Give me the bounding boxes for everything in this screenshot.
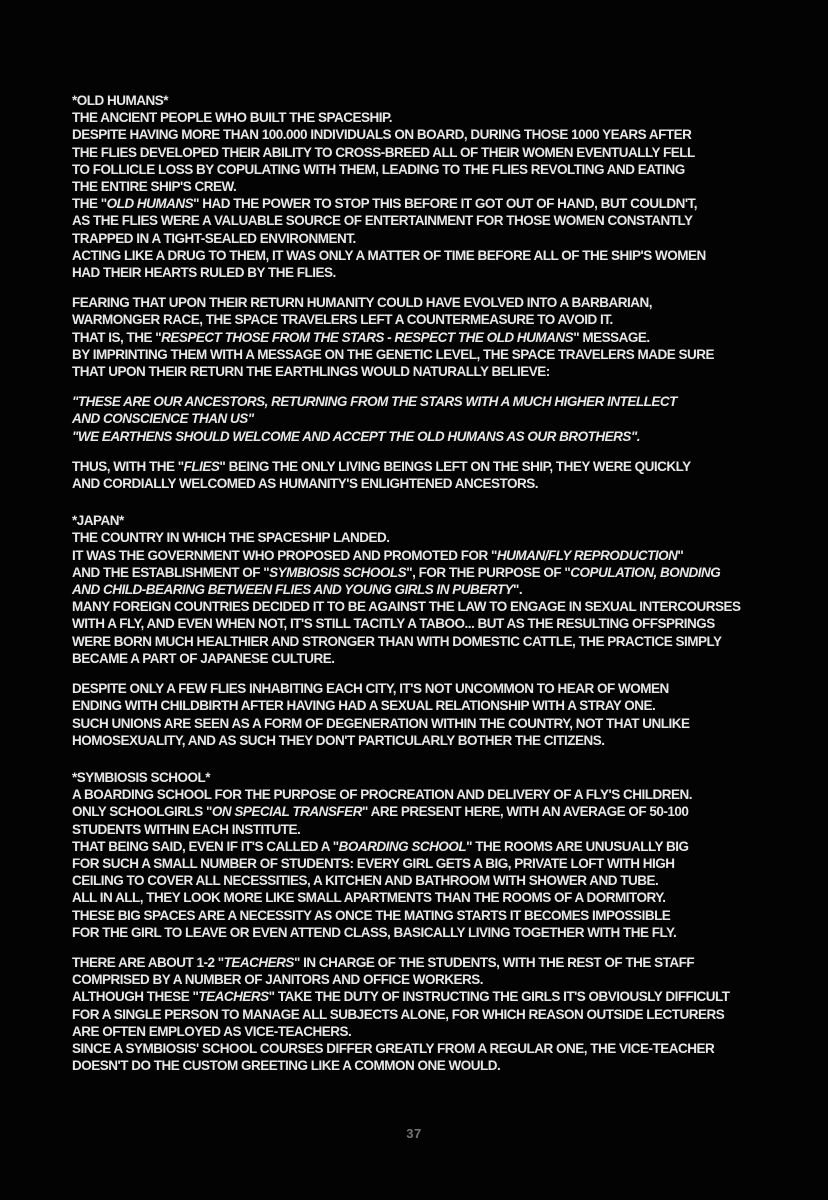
text-line: MANY FOREIGN COUNTRIES DECIDED IT TO BE AGAINST THE LAW TO ENGAGE IN SEXUAL INTERCOURSES (72, 599, 741, 615)
text-line: THUS, WITH THE "FLIES" BEING THE ONLY LIVING BEINGS LEFT ON THE SHIP, THEY WERE QUICKLY (72, 458, 691, 474)
text-line: THE ENTIRE SHIP'S CREW. (72, 179, 237, 195)
text-line: AND CONSCIENCE THAN US" (72, 411, 254, 427)
text-line: ACTING LIKE A DRUG TO THEM, IT WAS ONLY A MATTER OF TIME BEFORE ALL OF THE SHIP'S WOMEN (72, 247, 706, 263)
text-line: THESE BIG SPACES ARE A NECESSITY AS ONCE THE MATING STARTS IT BECOMES IMPOSSIBLE (72, 907, 671, 923)
section-old-humans (72, 92, 772, 492)
text-line: BECAME A PART OF JAPANESE CULTURE. (72, 650, 335, 666)
text-line: AS THE FLIES WERE A VALUABLE SOURCE OF ENTERTAINMENT FOR THOSE WOMEN CONSTANTLY (72, 213, 693, 229)
paragraph (72, 109, 772, 281)
text-line: A BOARDING SCHOOL FOR THE PURPOSE OF PROCREATION AND DELIVERY OF A FLY'S CHILDREN. (72, 787, 693, 803)
paragraph (72, 393, 772, 445)
text-line: BY IMPRINTING THEM WITH A MESSAGE ON THE GENETIC LEVEL, THE SPACE TRAVELERS MADE SURE (72, 346, 715, 362)
text-line: THAT BEING SAID, EVEN IF IT'S CALLED A "BOARDING SCHOOL" THE ROOMS ARE UNUSUALLY BIG (72, 838, 689, 854)
paragraph (72, 529, 772, 667)
text-line: IT WAS THE GOVERNMENT WHO PROPOSED AND PROMOTED FOR "HUMAN/FLY REPRODUCTION" (72, 547, 684, 563)
text-line: ARE OFTEN EMPLOYED AS VICE-TEACHERS. (72, 1023, 352, 1039)
text-line: WERE BORN MUCH HEALTHIER AND STRONGER THAN WITH DOMESTIC CATTLE, THE PRACTICE SIMPLY (72, 633, 722, 649)
text-line: THE FLIES DEVELOPED THEIR ABILITY TO CROSS-BREED ALL OF THEIR WOMEN EVENTUALLY FELL (72, 144, 695, 160)
text-line: DOESN'T DO THE CUSTOM GREETING LIKE A COMMON ONE WOULD. (72, 1058, 501, 1074)
paragraph (72, 680, 772, 749)
section-heading: *OLD HUMANS* (72, 93, 169, 108)
text-line: "WE EARTHENS SHOULD WELCOME AND ACCEPT THE OLD HUMANS AS OUR BROTHERS". (72, 428, 641, 444)
text-line: THAT UPON THEIR RETURN THE EARTHLINGS WOULD NATURALLY BELIEVE: (72, 364, 550, 380)
paragraph (72, 458, 772, 492)
text-line: STUDENTS WITHIN EACH INSTITUTE. (72, 821, 301, 837)
page-number: 37 (406, 1126, 422, 1141)
text-line: "THESE ARE OUR ANCESTORS, RETURNING FROM THE STARS WITH A MUCH HIGHER INTELLECT (72, 394, 677, 410)
text-line: AND CHILD-BEARING BETWEEN FLIES AND YOUNG GIRLS IN PUBERTY". (72, 582, 523, 598)
paragraph (72, 294, 772, 380)
text-line: WARMONGER RACE, THE SPACE TRAVELERS LEFT A COUNTERMEASURE TO AVOID IT. (72, 312, 613, 328)
text-line: AND THE ESTABLISHMENT OF "SYMBIOSIS SCHOOLS", FOR THE PURPOSE OF "COPULATION, BONDING (72, 564, 721, 580)
text-line: FOR SUCH A SMALL NUMBER OF STUDENTS: EVERY GIRL GETS A BIG, PRIVATE LOFT WITH HIGH (72, 855, 675, 871)
text-line: ENDING WITH CHILDBIRTH AFTER HAVING HAD A SEXUAL RELATIONSHIP WITH A STRAY ONE. (72, 698, 656, 714)
section-japan (72, 512, 772, 749)
section-heading: *SYMBIOSIS SCHOOL* (72, 769, 211, 785)
text-line: THAT IS, THE "RESPECT THOSE FROM THE STARS - RESPECT THE OLD HUMANS" MESSAGE. (72, 329, 650, 345)
text-line: HAD THEIR HEARTS RULED BY THE FLIES. (72, 265, 336, 281)
paragraph (72, 786, 772, 941)
text-line: DESPITE HAVING MORE THAN 100.000 INDIVIDUALS ON BOARD, DURING THOSE 1000 YEARS AFTER (72, 127, 692, 143)
text-line: ALTHOUGH THESE "TEACHERS" TAKE THE DUTY OF INSTRUCTING THE GIRLS IT'S OBVIOUSLY DIFFICULT (72, 989, 730, 1005)
text-line: HOMOSEXUALITY, AND AS SUCH THEY DON'T PARTICULARLY BOTHER THE CITIZENS. (72, 732, 605, 748)
text-line: FOR A SINGLE PERSON TO MANAGE ALL SUBJECTS ALONE, FOR WHICH REASON OUTSIDE LECTURERS (72, 1006, 725, 1022)
text-line: ALL IN ALL, THEY LOOK MORE LIKE SMALL APARTMENTS THAN THE ROOMS OF A DORMITORY. (72, 890, 666, 906)
section-heading: *JAPAN* (72, 513, 124, 529)
section-symbiosis-school (72, 769, 772, 1074)
text-line: AND CORDIALLY WELCOMED AS HUMANITY'S ENLIGHTENED ANCESTORS. (72, 476, 538, 492)
text-line: TO FOLLICLE LOSS BY COPULATING WITH THEM, LEADING TO THE FLIES REVOLTING AND EATING (72, 161, 685, 177)
text-line: TRAPPED IN A TIGHT-SEALED ENVIRONMENT. (72, 230, 356, 246)
text-line: SINCE A SYMBIOSIS' SCHOOL COURSES DIFFER GREATLY FROM A REGULAR ONE, THE VICE-TEACHER (72, 1040, 715, 1056)
text-line: SUCH UNIONS ARE SEEN AS A FORM OF DEGENERATION WITHIN THE COUNTRY, NOT THAT UNLIKE (72, 715, 690, 731)
text-line: THERE ARE ABOUT 1-2 "TEACHERS" IN CHARGE OF THE STUDENTS, WITH THE REST OF THE STAFF (72, 954, 695, 970)
text-line: DESPITE ONLY A FEW FLIES INHABITING EACH CITY, IT'S NOT UNCOMMON TO HEAR OF WOMEN (72, 681, 669, 697)
text-line: WITH A FLY, AND EVEN WHEN NOT, IT'S STILL TACITLY A TABOO... BUT AS THE RESULTING OFFSPRINGS (72, 616, 715, 632)
text-line: THE COUNTRY IN WHICH THE SPACESHIP LANDED. (72, 530, 390, 546)
text-line: CEILING TO COVER ALL NECESSITIES, A KITCHEN AND BATHROOM WITH SHOWER AND TUBE. (72, 873, 659, 889)
paragraph (72, 954, 772, 1074)
page-text (72, 92, 772, 1074)
text-line: THE ANCIENT PEOPLE WHO BUILT THE SPACESHIP. (72, 110, 393, 126)
text-line: ONLY SCHOOLGIRLS "ON SPECIAL TRANSFER" ARE PRESENT HERE, WITH AN AVERAGE OF 50-100 (72, 804, 689, 820)
text-line: FOR THE GIRL TO LEAVE OR EVEN ATTEND CLASS, BASICALLY LIVING TOGETHER WITH THE FLY. (72, 924, 677, 940)
text-line: FEARING THAT UPON THEIR RETURN HUMANITY COULD HAVE EVOLVED INTO A BARBARIAN, (72, 295, 653, 311)
text-line: THE "OLD HUMANS" HAD THE POWER TO STOP THIS BEFORE IT GOT OUT OF HAND, BUT COULDN'T, (72, 196, 698, 212)
text-line: COMPRISED BY A NUMBER OF JANITORS AND OFFICE WORKERS. (72, 972, 484, 988)
